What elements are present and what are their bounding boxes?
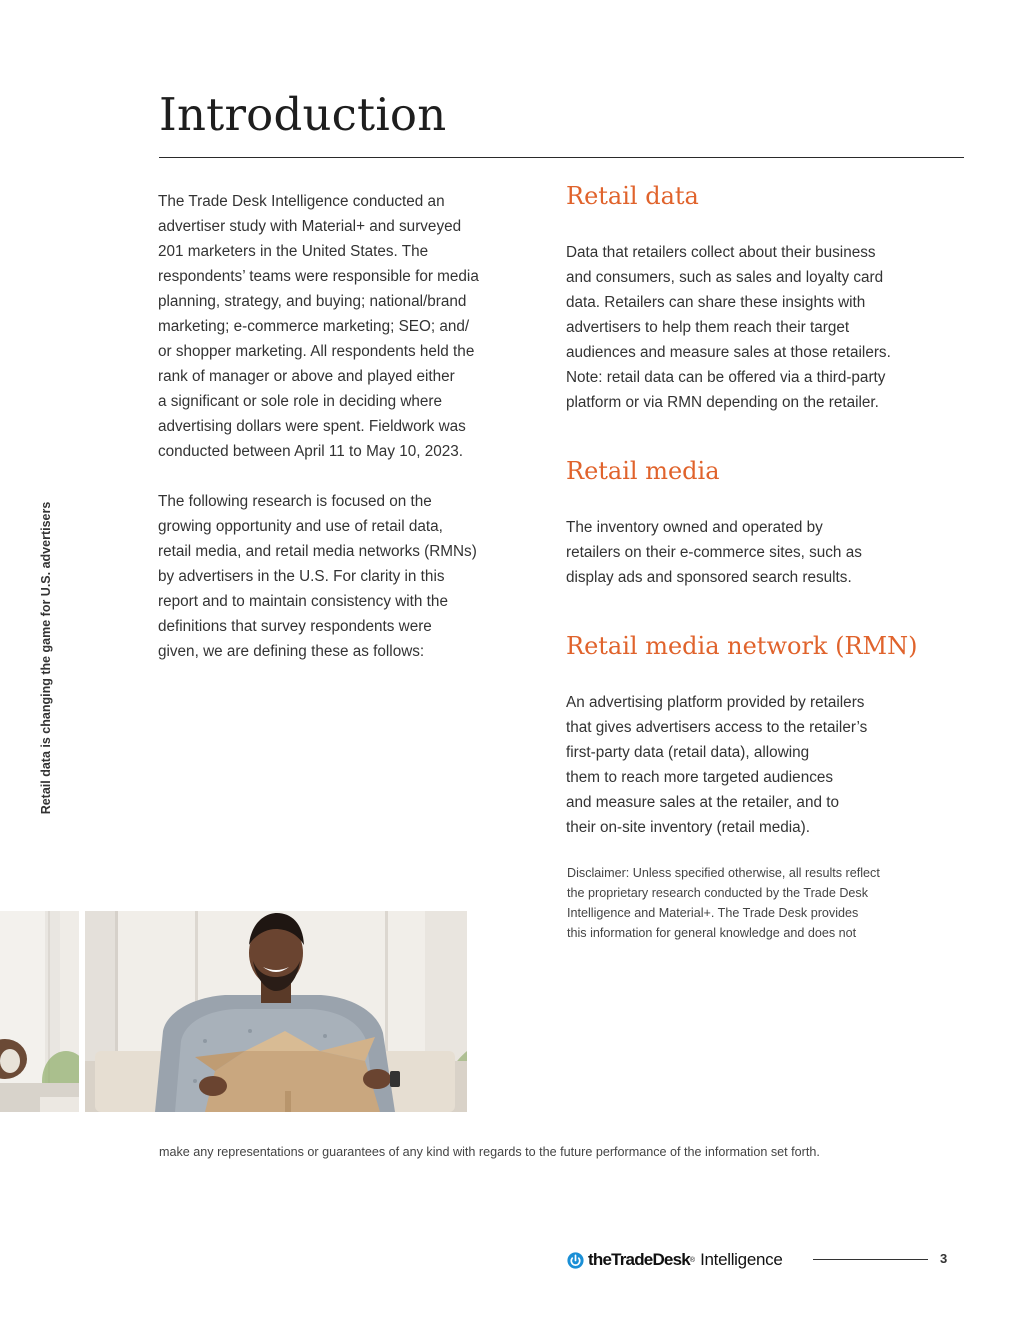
text-line: given, we are defining these as follows: — [158, 643, 425, 660]
disclaimer-continuation: make any representations or guarantees of any kind with regards to the future performance of the information set forth. — [159, 1145, 820, 1159]
logo-trademark: ® — [689, 1256, 696, 1264]
definition-text-retail-media — [566, 515, 966, 590]
text-line: their on-site inventory (retail media). — [566, 819, 810, 836]
text-line: by advertisers in the U.S. For clarity in this — [158, 568, 445, 585]
text-line: this information for general knowledge and does not — [567, 926, 857, 940]
text-line: Note: retail data can be offered via a third-party — [566, 369, 886, 386]
text-line: respondents’ teams were responsible for media — [158, 268, 479, 285]
text-line: them to reach more targeted audiences — [566, 769, 834, 786]
disclaimer — [567, 863, 937, 943]
text-line: first-party data (retail data), allowing — [566, 744, 810, 761]
text-line: or shopper marketing. All respondents held the — [158, 343, 475, 360]
text-line: planning, strategy, and buying; national/brand — [158, 293, 467, 310]
logo-brand-text: theTradeDesk — [588, 1250, 690, 1269]
text-line: and consumers, such as sales and loyalty card — [566, 269, 884, 286]
title-divider — [159, 157, 964, 158]
photo-left-crop — [0, 911, 79, 1112]
text-line: advertisers to help them reach their target — [566, 319, 850, 336]
text-line: data. Retailers can share these insights with — [566, 294, 866, 311]
text-line: a significant or sole role in deciding where — [158, 393, 443, 410]
text-line: 201 marketers in the United States. The — [158, 243, 429, 260]
definition-heading-retail-media: Retail media — [566, 457, 720, 485]
footer-divider — [813, 1259, 928, 1260]
text-line: and measure sales at the retailer, and to — [566, 794, 839, 811]
text-line: audiences and measure sales at those retailers. — [566, 344, 891, 361]
footer-logo — [567, 1248, 782, 1272]
text-line: Data that retailers collect about their business — [566, 244, 876, 261]
text-line: Disclaimer: Unless specified otherwise, all results reflect — [567, 866, 880, 880]
definition-text-rmn — [566, 690, 966, 840]
text-line: The inventory owned and operated by — [566, 519, 823, 536]
side-label: Retail data is changing the game for U.S. advertisers — [39, 501, 53, 815]
intro-paragraph-1 — [158, 189, 538, 464]
definition-heading-retail-data: Retail data — [566, 182, 699, 210]
text-line: retailers on their e-commerce sites, such as — [566, 544, 862, 561]
text-line: retail media, and retail media networks (RMNs) — [158, 543, 477, 560]
text-line: display ads and sponsored search results. — [566, 569, 852, 586]
definition-text-retail-data — [566, 240, 966, 415]
page-number: 3 — [940, 1251, 948, 1266]
text-line: Intelligence and Material+. The Trade Desk provides — [567, 906, 859, 920]
text-line: marketing; e-commerce marketing; SEO; and/ — [158, 318, 470, 335]
power-button-icon — [567, 1252, 584, 1269]
intro-paragraph-2 — [158, 489, 538, 664]
text-line: The Trade Desk Intelligence conducted an — [158, 193, 445, 210]
text-line: growing opportunity and use of retail data, — [158, 518, 443, 535]
text-line: advertising dollars were spent. Fieldwork was — [158, 418, 466, 435]
definition-heading-rmn: Retail media network (RMN) — [566, 632, 918, 660]
text-line: definitions that survey respondents were — [158, 618, 432, 635]
page-title: Introduction — [159, 88, 447, 141]
text-line: that gives advertisers access to the retailer’s — [566, 719, 868, 736]
text-line: The following research is focused on the — [158, 493, 432, 510]
text-line: conducted between April 11 to May 10, 2023. — [158, 443, 464, 460]
text-line: rank of manager or above and played either — [158, 368, 455, 385]
text-line: platform or via RMN depending on the retailer. — [566, 394, 879, 411]
text-line: An advertising platform provided by retailers — [566, 694, 865, 711]
photo-man-opening-box — [85, 911, 467, 1112]
text-line: report and to maintain consistency with the — [158, 593, 448, 610]
text-line: the proprietary research conducted by the Trade Desk — [567, 886, 869, 900]
logo-product-text: Intelligence — [700, 1250, 783, 1269]
text-line: advertiser study with Material+ and surveyed — [158, 218, 462, 235]
